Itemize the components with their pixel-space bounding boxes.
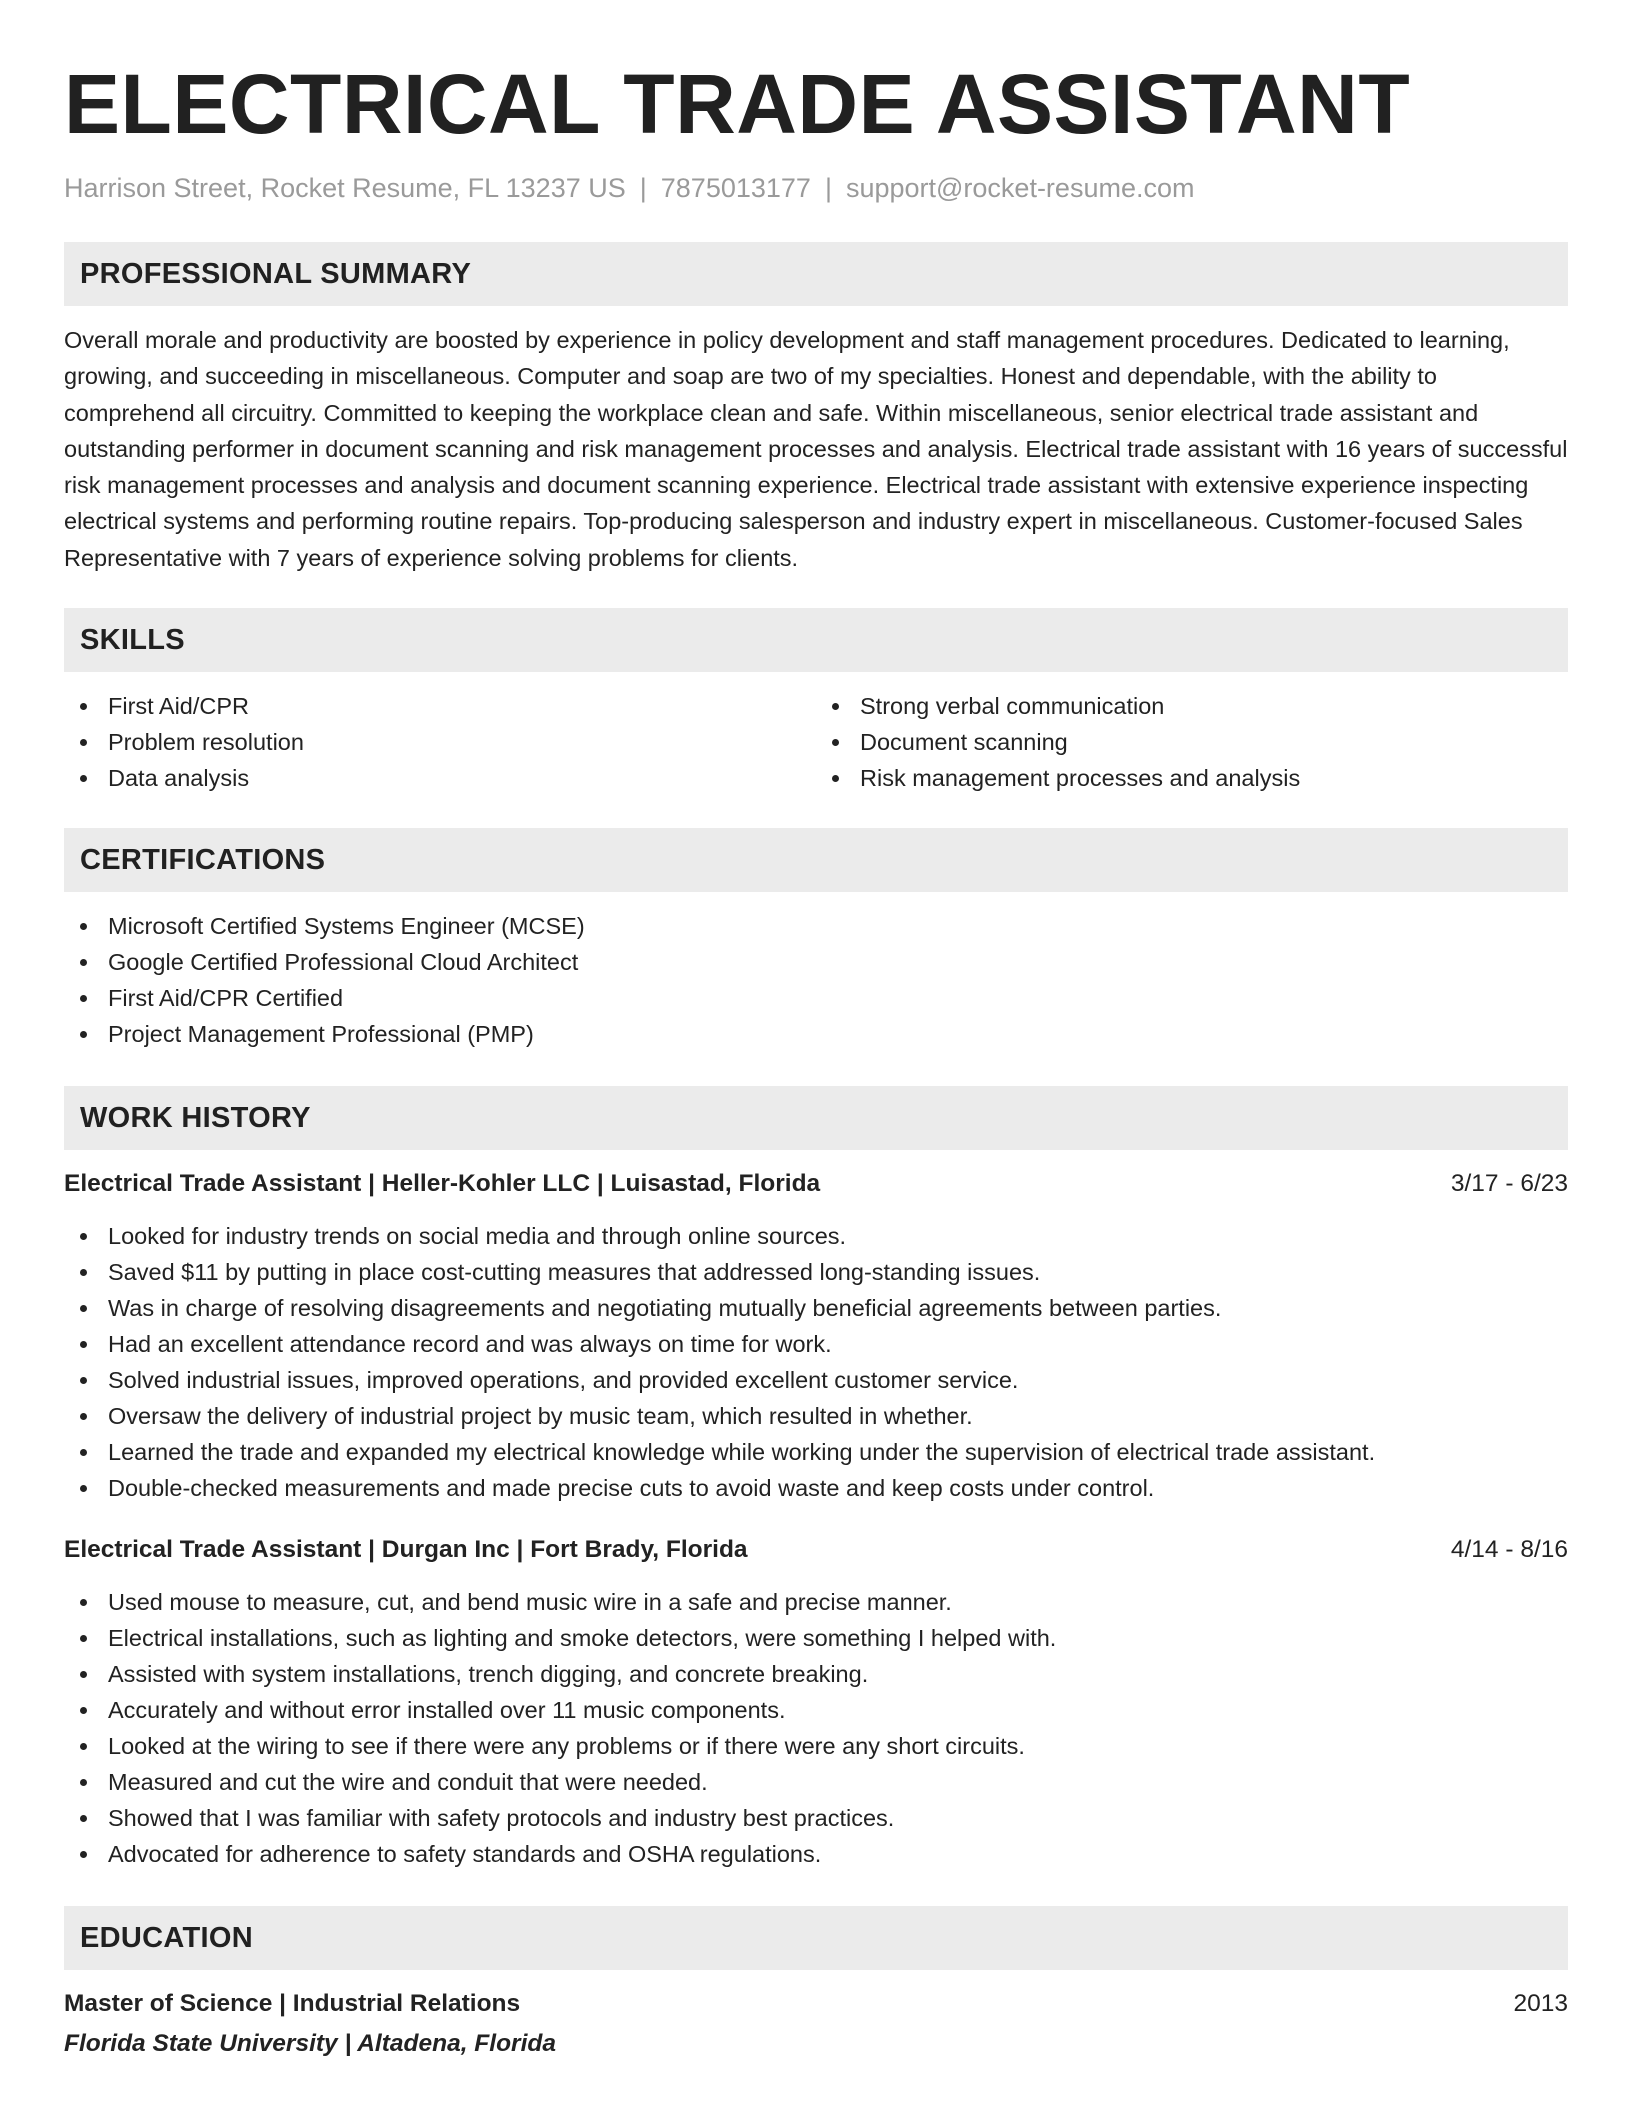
job-bullet: Electrical installations, such as lighting and smoke detectors, were something I helped with.: [64, 1620, 1568, 1656]
skills-column-left: [64, 688, 816, 796]
education-year: 2013: [1513, 1990, 1568, 2018]
job-bullet: Solved industrial issues, improved operations, and provided excellent customer service.: [64, 1362, 1568, 1398]
job-bullet: Oversaw the delivery of industrial project by music team, which resulted in whether.: [64, 1398, 1568, 1434]
resume-title: ELECTRICAL TRADE ASSISTANT: [64, 57, 1411, 151]
skill-item: Problem resolution: [64, 724, 816, 760]
contact-line: [64, 170, 1568, 206]
job-bullets: [64, 1584, 1568, 1872]
job-dates: 4/14 - 8/16: [1450, 1536, 1568, 1564]
contact-separator: |: [639, 173, 647, 203]
job-bullets: [64, 1218, 1568, 1506]
contact-email: support@rocket-resume.com: [845, 173, 1195, 203]
skills-heading: SKILLS: [64, 608, 1568, 672]
skills-column-right: [816, 688, 1568, 796]
job-bullet: Showed that I was familiar with safety protocols and industry best practices.: [64, 1800, 1568, 1836]
skill-item: Data analysis: [64, 760, 816, 796]
skill-item: Document scanning: [816, 724, 1568, 760]
education-entry: [64, 1986, 1568, 2062]
contact-separator: |: [824, 173, 832, 203]
contact-address: Harrison Street, Rocket Resume, FL 13237 US: [64, 173, 626, 203]
job-bullet: Double-checked measurements and made precise cuts to avoid waste and keep costs under control.: [64, 1470, 1568, 1506]
certification-item: Project Management Professional (PMP): [64, 1016, 1568, 1052]
job-header: [64, 1532, 1568, 1568]
skill-item: Risk management processes and analysis: [816, 760, 1568, 796]
contact-phone: 7875013177: [660, 173, 811, 203]
certifications-heading: CERTIFICATIONS: [64, 828, 1568, 892]
education-institution: Florida State University | Altadena, Florida: [64, 2030, 556, 2058]
work-history-heading: WORK HISTORY: [64, 1086, 1568, 1150]
job-bullet: Measured and cut the wire and conduit that were needed.: [64, 1764, 1568, 1800]
skills-grid: [64, 688, 1568, 796]
certification-item: First Aid/CPR Certified: [64, 980, 1568, 1016]
job-bullet: Assisted with system installations, trench digging, and concrete breaking.: [64, 1656, 1568, 1692]
job-bullet: Had an excellent attendance record and was always on time for work.: [64, 1326, 1568, 1362]
job-entry: [64, 1166, 1568, 1506]
skill-item: Strong verbal communication: [816, 688, 1568, 724]
job-title: Electrical Trade Assistant | Heller-Kohler LLC | Luisastad, Florida: [64, 1170, 821, 1198]
education-header: [64, 1986, 1568, 2022]
job-bullet: Looked at the wiring to see if there were any problems or if there were any short circuits.: [64, 1728, 1568, 1764]
certifications-list: [64, 908, 1568, 1052]
job-bullet: Learned the trade and expanded my electrical knowledge while working under the supervision of electrical trade assistant.: [64, 1434, 1568, 1470]
job-bullet: Used mouse to measure, cut, and bend music wire in a safe and precise manner.: [64, 1584, 1568, 1620]
job-dates: 3/17 - 6/23: [1450, 1170, 1568, 1198]
education-heading: EDUCATION: [64, 1906, 1568, 1970]
job-bullet: Saved $11 by putting in place cost-cutting measures that addressed long-standing issues.: [64, 1254, 1568, 1290]
education-degree: Master of Science | Industrial Relations: [64, 1990, 521, 2018]
job-bullet: Looked for industry trends on social media and through online sources.: [64, 1218, 1568, 1254]
job-bullet: Was in charge of resolving disagreements and negotiating mutually beneficial agreements between parties.: [64, 1290, 1568, 1326]
skill-item: First Aid/CPR: [64, 688, 816, 724]
job-header: [64, 1166, 1568, 1202]
job-entry: [64, 1532, 1568, 1872]
job-bullet: Accurately and without error installed over 11 music components.: [64, 1692, 1568, 1728]
certification-item: Microsoft Certified Systems Engineer (MCSE): [64, 908, 1568, 944]
summary-heading: PROFESSIONAL SUMMARY: [64, 242, 1568, 306]
job-bullet: Advocated for adherence to safety standards and OSHA regulations.: [64, 1836, 1568, 1872]
summary-text: Overall morale and productivity are boosted by experience in policy development and staff management procedures. Dedicated to learning, growing, and succeeding in miscellaneous. Computer and soap are two of my specialties. Honest and dependable, with the ability to comprehend all circuitry. Committed to keeping the workplace clean and safe. Within miscellaneous, senior electrical trade assistant and outstanding performer in document scanning and risk management processes and analysis. Electrical trade assistant with 16 years of successful risk management processes and analysis and document scanning experience. Electrical trade assistant with extensive experience inspecting electrical systems and performing routine repairs. Top-producing salesperson and industry expert in miscellaneous. Customer-focused Sales Representative with 7 years of experience solving problems for clients.: [64, 327, 1568, 571]
job-title: Electrical Trade Assistant | Durgan Inc | Fort Brady, Florida: [64, 1536, 748, 1564]
certification-item: Google Certified Professional Cloud Architect: [64, 944, 1568, 980]
